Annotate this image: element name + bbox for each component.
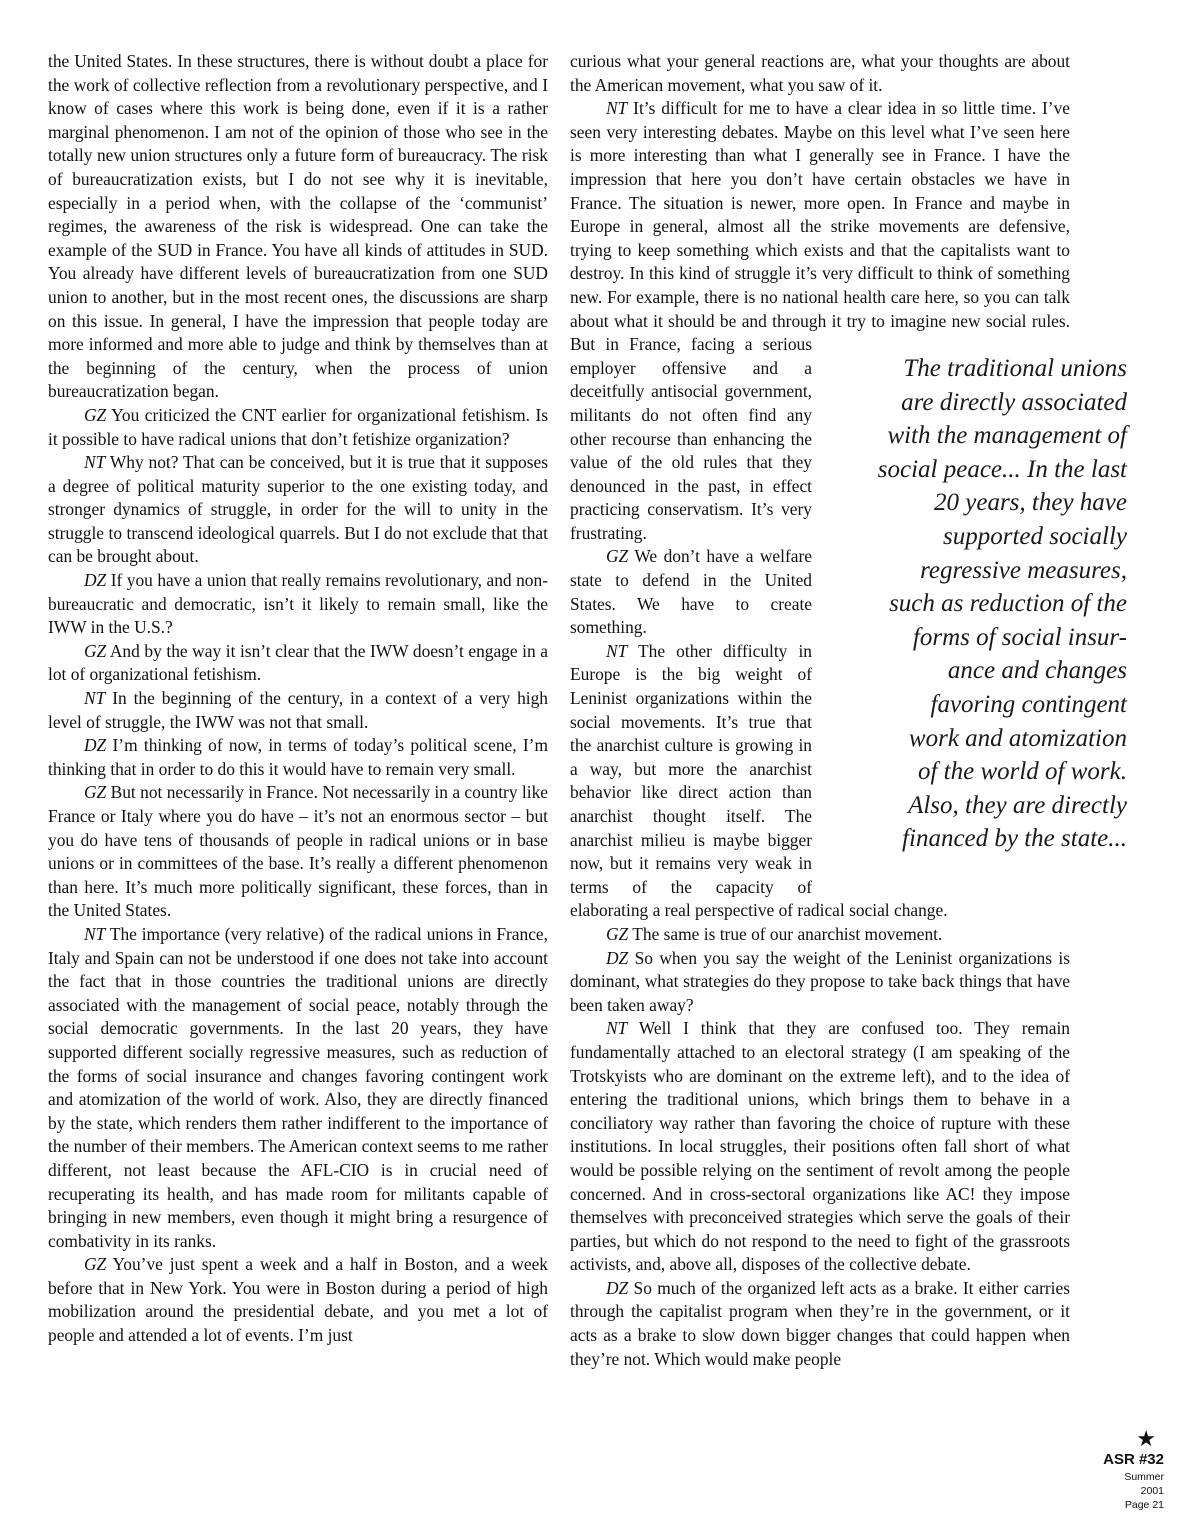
speaker-initials: GZ <box>84 640 107 661</box>
pull-quote-line: such as reduction of the <box>889 590 1127 618</box>
interview-paragraph <box>570 923 1070 947</box>
issue-season: Summer <box>1124 1471 1164 1483</box>
interview-paragraph <box>48 640 548 687</box>
paragraph-text: So much of the organized left acts as a brake. It either carries through the capitalist program when they’re in the government, or it acts as a brake to slow down bigger changes that could happen when they’re not. Which would make people <box>570 1277 1070 1369</box>
paragraph-text: In the beginning of the century, in a context of a very high level of struggle, the IWW was not that small. <box>48 688 548 732</box>
pull-quote-line: ance and changes <box>947 657 1127 685</box>
page-footer <box>1090 1428 1170 1512</box>
interview-paragraph <box>48 404 548 451</box>
speaker-initials: NT <box>84 452 106 473</box>
interview-paragraph <box>48 1253 548 1347</box>
paragraph-text: We don’t have a welfare state to defend in the United States. We have to create something. <box>570 546 812 638</box>
interview-paragraph <box>48 734 548 781</box>
issue-number: ASR #32 <box>1103 1451 1164 1468</box>
pull-quote-line: forms of social insur- <box>912 623 1127 651</box>
paragraph-text: the United States. In these structures, there is without doubt a place for the work of collective reflection from a revolutionary perspective, and I know of cases where this work is being done, even if it is a rather marginal phenomenon. I am not of the opinion of those who see in the totally new union structures only a future form of bureaucracy. The risk of bureaucratization exists, but I do not see why it is inevitable, especially in a period when, with the collapse of the ‘communist’ regimes, the awareness of the risk is widespread. One can take the example of the SUD in France. You have all kinds of attitudes in SUD. You already have different levels of bureaucratization from one SUD union to another, but in the most recent ones, the discussions are sharp on this issue. In general, I have the impression that people today are more informed and more able to judge and think by themselves than at the beginning of the century, when the process of union bureaucratization began. <box>48 51 548 402</box>
pull-quote-line: with the management of <box>887 422 1127 450</box>
interview-paragraph <box>570 50 1070 97</box>
speaker-initials: GZ <box>84 1254 107 1275</box>
speaker-initials: DZ <box>606 947 629 968</box>
speaker-initials: GZ <box>606 546 629 567</box>
interview-paragraph <box>570 1017 1070 1277</box>
pull-quote-line: are directly associated <box>901 388 1127 416</box>
paragraph-text: I’m thinking of now, in terms of today’s political scene, I’m thinking that in order to do this it would have to remain very small. <box>48 735 548 779</box>
speaker-initials: NT <box>606 1018 628 1039</box>
paragraph-text: You criticized the CNT earlier for organizational fetishism. Is it possible to have radical unions that don’t fetishize organization? <box>48 404 549 449</box>
pull-quote-line: 20 years, they have <box>934 489 1127 517</box>
speaker-initials: GZ <box>606 923 629 944</box>
interview-paragraph <box>48 923 548 1253</box>
paragraph-text: And by the way it isn’t clear that the IWW doesn’t engage in a lot of organizational fetishism. <box>48 640 548 685</box>
interview-paragraph <box>570 947 1070 1018</box>
speaker-initials: DZ <box>84 735 107 756</box>
page-number: Page 21 <box>1124 1499 1164 1511</box>
speaker-initials: NT <box>606 640 628 661</box>
pull-quote-line: work and atomization <box>908 724 1127 752</box>
paragraph-text: The importance (very relative) of the radical unions in France, Italy and Spain can not be understood if one does not take into account the fact that in those countries the traditional unions are directly associated with the management of social peace, notably through the social democratic governments. In the last 20 years, they have supported different socially regressive measures, such as reduction of the forms of social insurance and changes favoring contingent work and atomization of the world of work. Also, they are directly financed by the state, which renders them rather indifferent to the importance of the number of their members. The American context seems to me rather different, not least because the AFL-CIO is in crucial need of recuperating its health, and has made room for militants capable of bringing in new members, even though it might bring a resurgence of combativity in its ranks. <box>48 923 548 1251</box>
paragraph-text: It’s difficult for me to have a clear idea in so little time. I’ve seen very interesting debates. Maybe on this level what I’ve seen here is more interesting than what I generally see in France. I have the impression that here you don’t have certain obstacles we have in France. The situation is newer, more open. In France and maybe in Europe in general, almost all the strike movements are defensive, trying to keep something which exists and that the capitalists want to destroy. In this kind of struggle it’s very difficult to think of something new. For example, there is no national health care here, so you can talk about what it should be and through it try to imagine new social rules. But in France, facing a serious employer offensive and a deceitfully antisocial government, militants do not often find any other recourse than enhancing the value of the old rules that they denounced in the past, in effect practicing conservatism. It’s very frustrating. <box>570 98 1070 543</box>
speaker-initials: DZ <box>606 1277 629 1298</box>
interview-paragraph <box>48 781 548 923</box>
paragraph-text: You’ve just spent a week and a half in Boston, and a week before that in New York. You were in Boston during a period of high mobilization around the presidential debate, and you met a lot of people and attended a lot of events. I’m just <box>48 1254 548 1346</box>
issue-year: 2001 <box>1140 1485 1164 1497</box>
paragraph-text: The same is true of our anarchist movement. <box>632 923 943 944</box>
paragraph-text: The other difficulty in Europe is the big weight of Leninist organizations within the social movements. It’s true that the anarchist culture is growing in a way, but more the anarchist behavior like direct action than anarchist thought itself. The anarchist milieu is maybe bigger now, but it remains very weak in terms of the capacity of elaborating a real perspective of radical social change. <box>570 640 948 921</box>
interview-paragraph <box>48 50 548 404</box>
pull-quote-line: supported socially <box>942 522 1127 550</box>
pull-quote-line: The traditional unions <box>903 355 1127 382</box>
speaker-initials: NT <box>606 98 628 119</box>
paragraph-text: If you have a union that really remains revolutionary, and non-bureaucratic and democratic, isn’t it likely to remain small, like the IWW in the U.S.? <box>48 570 548 638</box>
pull-quote-line: favoring contingent <box>930 690 1127 718</box>
interview-paragraph <box>48 451 548 569</box>
speaker-initials: NT <box>84 688 106 709</box>
pull-quote-line: financed by the state... <box>902 825 1127 853</box>
paragraph-text: Well I think that they are confused too. They remain fundamentally attached to an electoral strategy (I am speaking of the Trotskyists who are dominant on the extreme left), and to the idea of entering the traditional unions, which brings them to behave in a conciliatory way rather than favoring the choice of rupture with these institutions. In local struggles, their positions often fall short of what would be possible relying on the sentiment of revolt among the people concerned. And in cross-sectoral organizations like AC! they impose themselves with preconceived strategies which serve the goals of their parties, but which do not respond to the need to fight of the grassroots activists, and, above all, disposes of the collective debate. <box>570 1018 1070 1275</box>
speaker-initials: GZ <box>84 404 107 425</box>
pull-quote-line: of the world of work. <box>917 758 1127 786</box>
star-icon: ★ <box>1136 1426 1156 1451</box>
pull-quote-line: social peace... In the last <box>877 455 1127 483</box>
paragraph-text: curious what your general reactions are, what your thoughts are about the American movement, what you saw of it. <box>570 51 1070 95</box>
interview-paragraph <box>48 687 548 734</box>
interview-paragraph <box>48 569 548 640</box>
speaker-initials: DZ <box>84 570 107 591</box>
speaker-initials: GZ <box>84 782 107 803</box>
left-column <box>48 50 548 1348</box>
speaker-initials: NT <box>84 923 106 944</box>
pull-quote-line: Also, they are directly <box>908 791 1127 819</box>
paragraph-text: But not necessarily in France. Not necessarily in a country like France or Italy where you do have – it’s not an enormous sector – but you do have tens of thousands of people in radical unions or in base unions or in committees of the base. It’s really a different phenomenon than here. It’s much more politically significant, these forces, than in the United States. <box>48 782 548 921</box>
paragraph-text: So when you say the weight of the Leninist organizations is dominant, what strategies do they propose to take back things that have been taken away? <box>570 947 1070 1015</box>
pull-quote-line: regressive measures, <box>920 556 1127 584</box>
pull-quote <box>852 352 1127 856</box>
paragraph-text: Why not? That can be conceived, but it is true that it supposes a degree of political maturity superior to the one existing today, and stronger dynamics of struggle, in order for the will to unity in the struggle to transcend ideological quarrels. But I do not exclude that that can be brought about. <box>48 452 548 567</box>
interview-paragraph <box>570 1277 1070 1371</box>
